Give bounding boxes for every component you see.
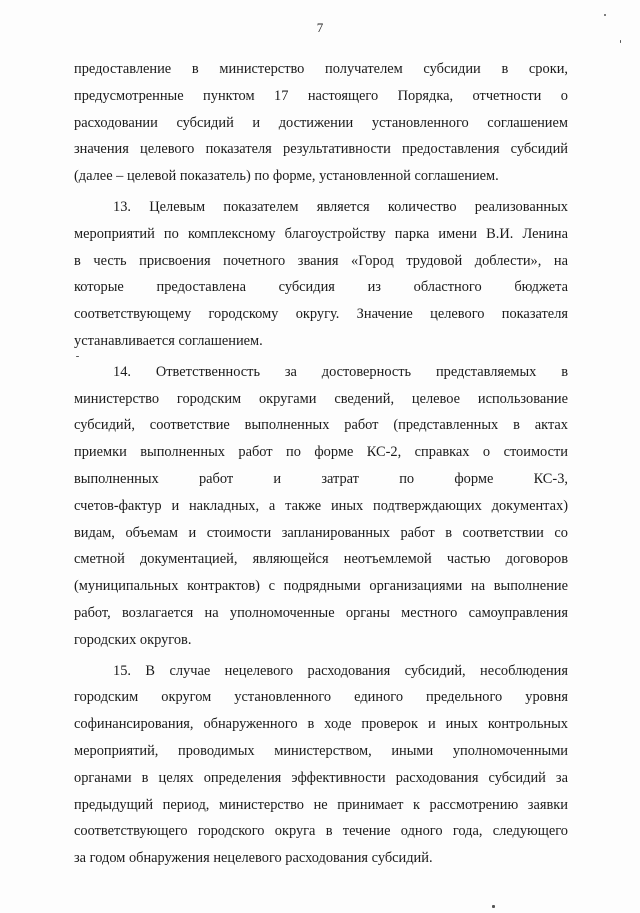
text-line: работ, возлагается на уполномоченные органы местного самоуправления	[74, 604, 568, 621]
text-line: 13. Целевым показателем является количество реализованных	[113, 198, 568, 215]
text-line: министерство городским округами сведений, целевое использование	[74, 390, 568, 407]
text-line: мероприятий, проводимых министерством, иными уполномоченными	[74, 742, 568, 759]
text-line: счетов-фактур и накладных, а также иных подтверждающих документах)	[74, 497, 568, 514]
text-line: софинансирования, обнаруженного в ходе проверок и иных контрольных	[74, 716, 568, 733]
text-line: соответствующему городскому округу. Значение целевого показателя	[74, 306, 568, 323]
text-line: субсидий, соответствие выполненных работ (представленных в актах	[74, 417, 568, 434]
paragraph-13	[74, 194, 568, 355]
text-line: 14. Ответственность за достоверность представляемых в	[113, 363, 568, 380]
scan-speck	[620, 40, 621, 43]
text-line: городских округов.	[74, 631, 192, 648]
text-line: 15. В случае нецелевого расходования субсидий, несоблюдения	[113, 662, 568, 679]
text-line: городским округом установленного единого предельного уровня	[74, 689, 568, 706]
text-line: соответствующего городского округа в течение одного года, следующего	[74, 823, 568, 840]
text-line: сметной документацией, являющейся неотъемлемой частью договоров	[74, 551, 568, 568]
paragraph-14	[74, 359, 568, 654]
text-line: расходовании субсидий и достижении установленного соглашением	[74, 114, 568, 131]
text-line: устанавливается соглашением.	[74, 332, 263, 349]
text-line: предусмотренные пунктом 17 настоящего Порядка, отчетности о	[74, 87, 568, 104]
text-line: за годом обнаружения нецелевого расходования субсидий.	[74, 850, 433, 867]
page-number: 7	[316, 20, 324, 35]
text-line: значения целевого показателя результативности предоставления субсидий	[74, 141, 568, 158]
scan-speck	[604, 14, 606, 16]
text-line: (далее – целевой показатель) по форме, установленной соглашением.	[74, 168, 499, 185]
document-body	[74, 56, 568, 872]
text-line: которые предоставлена субсидия из областного бюджета	[74, 279, 568, 296]
text-line: в честь присвоения почетного звания «Город трудовой доблести», на	[74, 252, 568, 269]
text-line: предыдущий период, министерство не принимает к рассмотрению заявки	[74, 796, 568, 813]
text-line: предоставление в министерство получателем субсидии в сроки,	[74, 61, 568, 77]
text-line: (муниципальных контрактов) с подрядными организациями на выполнение	[74, 578, 568, 595]
text-line: приемки выполненных работ по форме КС-2, справках о стоимости	[74, 444, 568, 461]
paragraph-15	[74, 658, 568, 872]
scan-speck	[492, 905, 495, 908]
text-line: выполненных работ и затрат по форме КС-3,	[74, 470, 568, 487]
paragraph-continuation	[74, 56, 568, 190]
text-line: видам, объемам и стоимости запланированных работ в соответствии со	[74, 524, 568, 541]
scan-speck	[76, 356, 79, 357]
text-line: мероприятий по комплексному благоустройству парка имени В.И. Ленина	[74, 225, 568, 242]
text-line: органами в целях определения эффективности расходования субсидий за	[74, 769, 568, 786]
